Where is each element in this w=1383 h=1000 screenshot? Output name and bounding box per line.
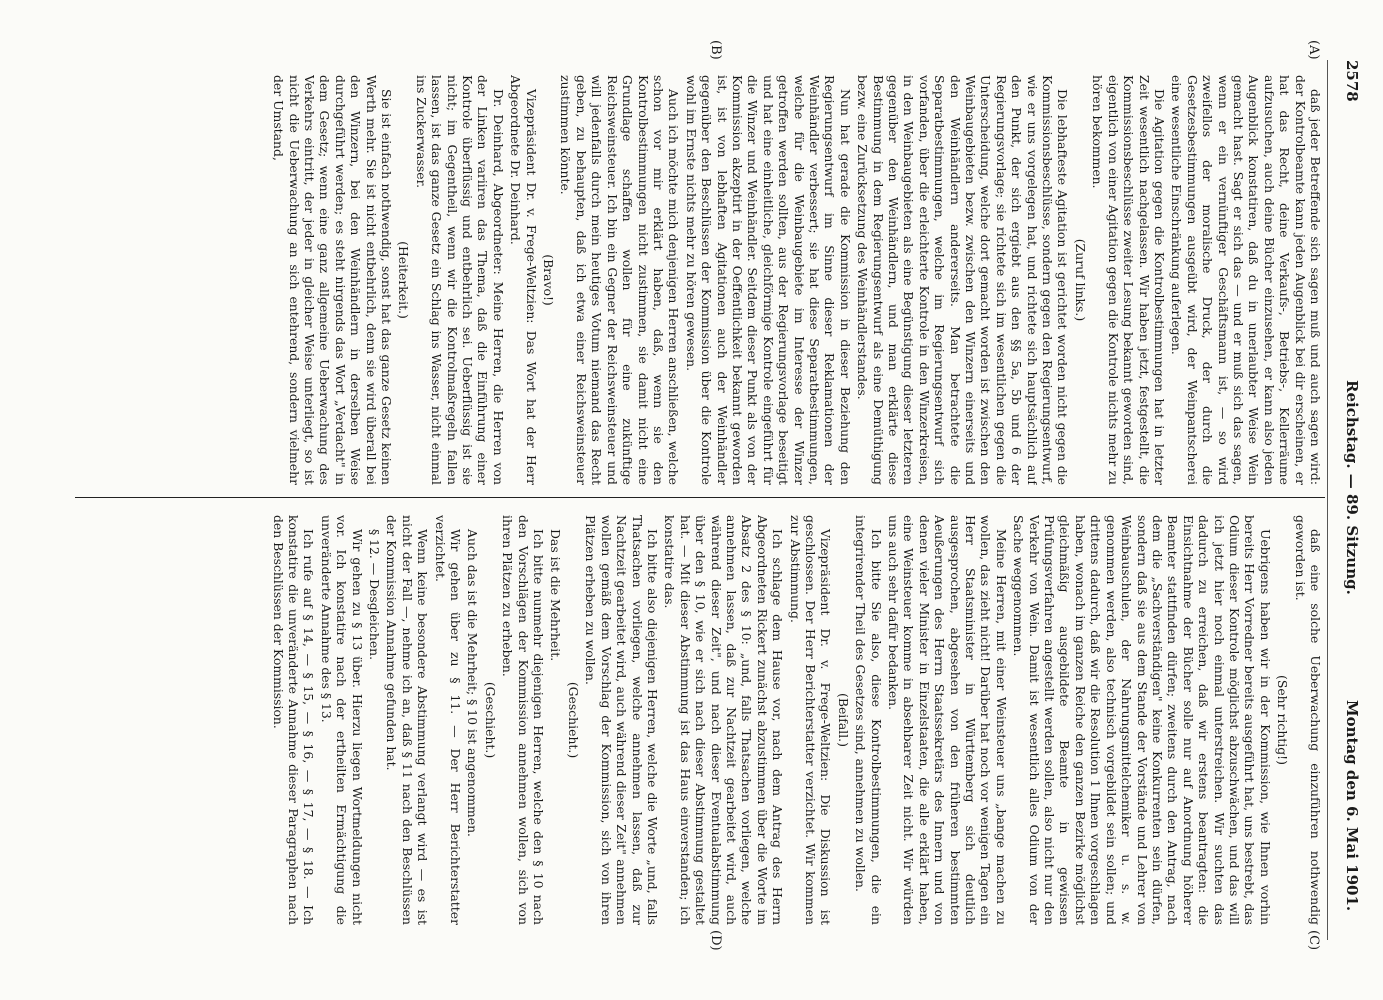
marker-c: (C) <box>1306 930 1321 951</box>
paragraph: Nun hat gerade die Kommission in dieser Beziehung den Regierungsentwurf im Sinne dieser Reklamationen der Weinhändler verbessert; sie hat diese Separatbestimmungen, welche für die Weinbaugebiete im Interesse der Winzer getroffen werden sollten, aus der Regierungsvorlage beseitigt und hat eine einheitliche, gleichförmige Kontrole eingeführt für die Winzer und Weinhändler. Seitdem dieser Punkt als von der Kommission akzeptirt in der Oeffentlichkeit bekannt geworden ist, ist von lebhaften Agitationen auch der Weinhändler gegenüber den Beschlüssen der Kommission über die Kontrole wohl im Ernste nichts mehr zu hören gewesen. <box>683 75 853 485</box>
paragraph: Ich bitte Sie also, diese Kontrolbestimmungen, die ein integrirender Theil des Gesetzes sind, annehmen zu wollen. <box>853 515 884 925</box>
left-column <box>78 75 1323 485</box>
paragraph: Wir gehen über zu § 11. — Der Herr Berichterstatter verzichtet. <box>432 515 464 925</box>
paragraph: Uebrigens haben wir in der Kommission, wie Ihnen vorhin bereits Herr Vorredner bereits ausgeführt hat, uns bestrebt, das Odium dieser Kontrole möglichst abzuschwächen, und das will ich jetzt hier noch einmal unterstreichen. Wir suchten das dadurch zu erreichen, daß wir erstens beantragten: die Einsichtnahme der Bücher solle nur auf Anordnung höherer Beamter stattfinden dürfen; zweitens durch den Antrag, nach dem die „Sachverständigen" keine Konkurrenten sein dürfen, sondern daß sie aus dem Stande der Vorstände und Lehrer von Weinbauschulen, der Nahrungsmittelchemiker u. s. w. genommen werden, also technisch vorgebildet sein sollen; und drittens dadurch, daß wir die Resolution 1 Ihnen vorgeschlagen haben, wonach im ganzen Reiche den ganzen Bezirke möglichst gleichmäßig ausgebildete Beamte in gewissen Prüfungsverfahren angestellt werden sollen, also nicht nur den Verkehr von Wein. Damit ist wesentlich alles Odium von der Sache weggenommen. <box>1011 515 1273 925</box>
paragraph: Dr. Deinhard, Abgeordneter: Meine Herren, die Herren von der Linken variiren das Thema, daß die Einführung einer Kontrole überflüssig und entbehrlich sei. Ueberflüssig ist sie nicht; im Gegentheil, wenn wir die Kontrolmaßregeln fallen lassen, ist das ganze Gesetz ein Schlag ins Wasser, nicht einmal ins Zuckerwasser. <box>413 75 506 485</box>
paragraph: Ich bitte nunmehr diejenigen Herren, welche den § 10 nach den Vorschlägen der Kommission annehmen wollen, sich von ihren Plätzen zu erheben. <box>500 515 547 925</box>
marker-d: (D) <box>708 930 723 951</box>
paragraph: Die lebhafteste Agitation ist gerichtet worden nicht gegen die Kommissionsbeschlüsse, sondern gegen den Regierungsentwurf, wie er uns vorgelegen hat, und richtete sich hauptsächlich auf den Punkt, der sich ergiebt aus den §§ 5a, 5b und 6 der Regierungsvorlage; sie richtete sich im wesentlichen gegen die Unterscheidung, welche dort gemacht worden ist zwischen den Weinbaugebieten bezw. zwischen den Winzern einerseits und den Weinhändlern andererseits. Man betrachtete die Separatbestimmungen, welche im Regierungsentwurf sich vorfanden, über die erleichterte Kontrole in den Winzerkreisen, in den Weinbaugebieten als eine Begünstigung dieser letzteren gegenüber den Weinhändlern, und man erklärte diese Bestimmung in dem Regierungsentwurf als eine Demüthigung bezw. eine Zurücksetzung des Weinhändlerstandes. <box>855 75 1071 485</box>
paragraph: Auch ich möchte mich denjenigen Herren anschließen, welche schon vor mir erklärt haben, daß, wenn sie den Kontrolbestimmungen nicht zustimmen, sie damit nicht eine Grundlage schaffen wollen für eine zukünftige Reichsweinsteuer. Ich bin ein Gegner der Reichsweinsteuer und will jedenfalls durch mein heutiges Votum niemand das Recht geben, zu behaupten, daß ich etwa einer Reichsweinsteuer zustimmen könnte. <box>558 75 682 485</box>
page-title: Reichstag. — 89. Sitzung. <box>1343 380 1361 595</box>
header-rule <box>1327 60 1328 940</box>
marker-b: (B) <box>708 40 723 60</box>
paragraph: Die Agitation gegen die Kontrolbestimmungen hat in letzter Zeit wesentlich nachgelassen. Wir haben jetzt, festgestellt, die Kommissionsbeschlüsse zweiter Lesung bekannt geworden sind, eigentlich von einer Agitation gegen die Kontrole nichts mehr zu hören bekommen. <box>1090 75 1167 485</box>
paragraph: (Zuruf links.) <box>1072 238 1088 322</box>
paragraph: Ich schlage dem Hause vor, nach dem Antrag des Herrn Abgeordneten Rickert zunächst abzustimmen über die Worte im Absatz 2 des § 10: „und, falls Thatsachen vorliegen, welche annehmen lassen, daß zur Nachtzeit gearbeitet wird, auch während dieser Zeit", und nach dieser Eventualabstimmung über den § 10, wie er sich nach dieser Abstimmung gestaltet hat. — Mit dieser Abstimmung ist das Haus einverstanden; ich konstatire das. <box>662 515 786 925</box>
session-date: Montag den 6. Mai 1901. <box>1343 700 1361 912</box>
paragraph: (Geschieht.) <box>565 681 581 759</box>
paragraph: § 12. — Desgleichen. <box>367 529 383 661</box>
paragraph: daß eine solche Ueberwachung einzuführen nothwendig geworden ist. <box>1292 515 1323 925</box>
right-column <box>78 515 1323 925</box>
column-divider <box>75 497 1325 498</box>
paragraph: Vizepräsident Dr. v. Frege-Weltzien: Das Wort hat der Herr Abgeordnete Dr. Deinhard. <box>508 75 539 485</box>
paragraph: (Sehr richtig!) <box>1275 675 1291 765</box>
paragraph: (Bravo!) <box>541 254 557 306</box>
paragraph: daß jeder Betreffende sich sagen muß und auch sagen wird: der Kontrolbeamte kann jeden Augenblick bei dir erscheinen, er hat das Recht, deine Verkaufs-, Betriebs-, Kellerräume aufzusuchen, auch deine Bücher einzusehen, er kann also jeden Augenblick konstatiren, daß du in unerlaubter Weise Wein gemacht hast. Sagt er sich das — und er muß sich das sagen, wenn er ein vernünftiger Geschäftsmann ist, — so wird zweifellos der moralische Druck, der durch die Gesetzesbestimmungen ausgeübt wird, der Weinpantscherei eine wesentliche Einschränkung auferlegen. <box>1169 75 1323 485</box>
paragraph: Sie ist einfach nothwendig, sonst hat das ganze Gesetz keinen Werth mehr. Sie ist nicht entbehrlich, denn sie wird überall bei den Winzern, bei den Weinhändlern in derselben Weise durchgeführt werden; es steht nirgends das Wort „Verdacht" in dem Gesetz; wenn eine ganz allgemeine Ueberwachung des Verkehrs eintritt, der jeder in gleicher Weise unterliegt, so ist nicht die Ueberwachung an sich entehrend, sondern vielmehr der Umstand, <box>271 75 395 485</box>
paragraph: (Beifall.) <box>835 693 851 747</box>
paragraph: Vizepräsident Dr. v. Frege-Weltzien: Die Diskussion ist geschlossen. Der Herr Berichterstatter verzichtet. Wir kommen zur Abstimmung. <box>787 515 834 925</box>
paragraph: (Heiterkeit.) <box>396 241 412 319</box>
page-header <box>1331 60 1361 960</box>
paragraph: Ich bitte also diejenigen Herren, welche die Worte „und, falls Thatsachen vorliegen, welche annehmen lassen, daß zur Nachtzeit gearbeitet wird, auch während dieser Zeit" annehmen wollen gemäß dem Vorschlag der Kommission, sich von ihren Plätzen erheben zu wollen. <box>583 515 660 925</box>
paragraph: Wenn keine besondere Abstimmung verlangt wird — es ist nicht der Fall —, nehme ich an, daß § 11 nach den Beschlüssen der Kommission Annahme gefunden hat. <box>384 515 431 925</box>
paragraph: Auch das ist die Mehrheit; § 10 ist angenommen. <box>465 529 481 837</box>
paragraph: Meine Herren, mit einer Weinsteuer uns „bange machen zu wollen, das zieht nicht! Darüber hat noch vor wenigen Tagen ein Herr Staatsminister in Württemberg sich deutlich ausgesprochen, abgesehen von den früheren bestimmten Aeußerungen des Herrn Staatssekretärs des Innern und von denen vieler Minister in Einzelstaaten, die alle erklärt haben, eine Weinsteuer komme in absehbarer Zeit nicht. Wir würden uns auch sehr dafür bedanken. <box>886 515 1009 925</box>
paragraph: Das ist die Mehrheit. <box>548 529 564 662</box>
page-number: 2578 <box>1343 60 1361 102</box>
paragraph: Wir gehen zu § 13 über. Hierzu liegen Wortmeldungen nicht vor. Ich konstatire nach der ertheilten Ermächtigung die unveränderte Annahme des § 13. <box>318 515 365 925</box>
paragraph: (Geschieht.) <box>482 681 498 759</box>
paragraph: Ich rufe auf § 14, — § 15, — § 16, — § 17, — § 18. — Ich konstatire die unveränderte Annahme dieser Paragraphen nach den Beschlüssen der Kommission. <box>270 515 317 925</box>
marker-a: (A) <box>1306 40 1321 60</box>
